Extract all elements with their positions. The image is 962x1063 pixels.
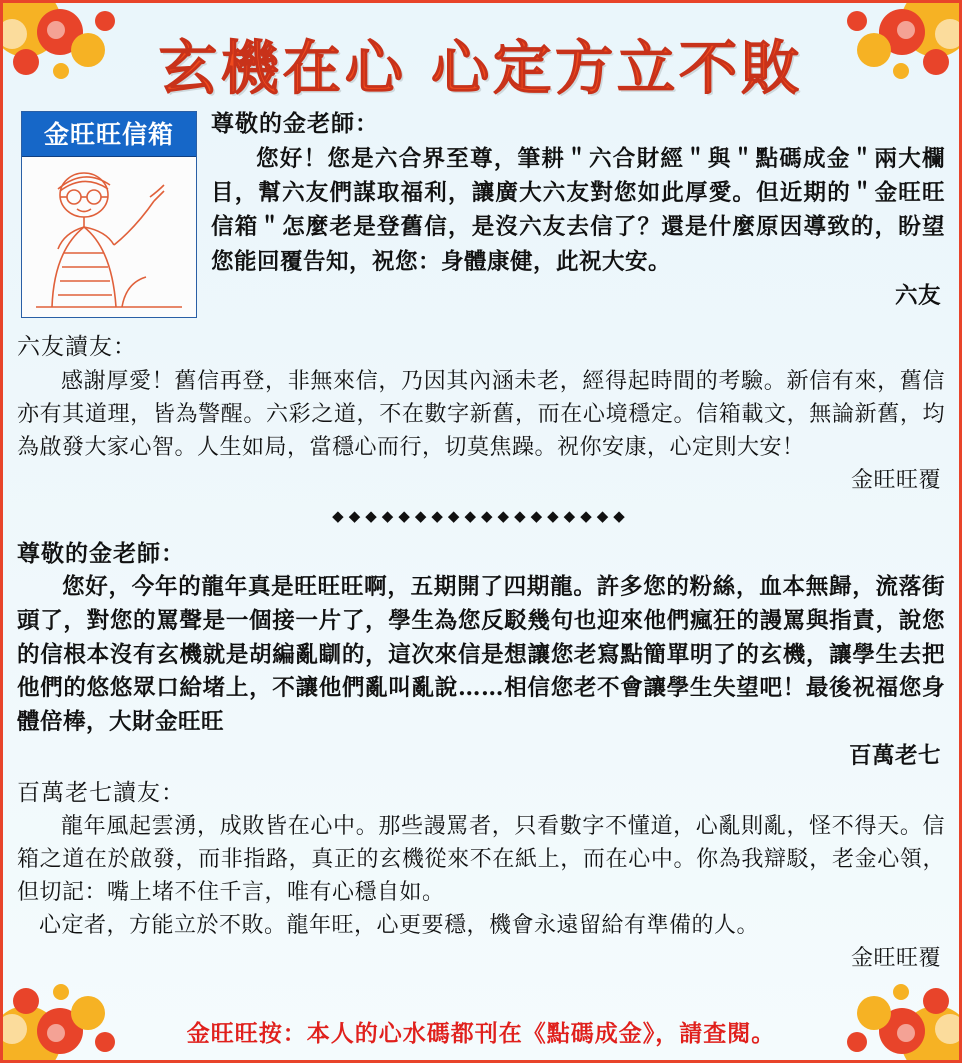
letter-2-signature: 金旺旺覆 [850, 467, 941, 493]
letter-1-salutation: 尊敬的金老師： [211, 110, 379, 137]
letter-1-signature: 六友 [894, 282, 941, 309]
letter-4-body-extra: 心定者，方能立於不敗。龍年旺，心更要穩，機會永遠留給有準備的人。 [39, 913, 760, 938]
footer-note: 金旺旺按：本人的心水碼都刊在《點碼成金》，請查閱。 [186, 1020, 776, 1047]
letter-2-body: 感謝厚愛！舊信再登，非無來信，乃因其內涵未老，經得起時間的考驗。新信有來，舊信亦有其道理，皆為警醒。六彩之道，不在數字新舊，而在心境穩定。信箱載文，無論新舊，均為啟發大家心智。人生如局，當穩心而行，切莫焦躁。祝你安康，心定則大安！ [17, 368, 945, 460]
letter-3-salutation: 尊敬的金老師： [17, 539, 185, 567]
letter-4-signature: 金旺旺覆 [850, 946, 941, 971]
section-divider: ◆◆◆◆◆◆◆◆◆◆◆◆◆◆◆◆◆◆ [332, 506, 630, 525]
letter-3-body: 您好，今年的龍年真是旺旺旺啊，五期開了四期龍。許多您的粉絲，血本無歸，流落街頭了，對您的罵聲是一個接一片了，學生為您反駁幾句也迎來他們瘋狂的謾罵與指責，說您的信根本沒有玄機就是胡編亂瞓的，這次來信是想讓您老寫點簡單明了的玄機，讓學生去把他們的悠悠眾口給堵上，不讓他們亂叫亂說……相信您老不會讓學生失望吧！最後祝福您身體倍棒，大財金旺旺 [17, 574, 945, 735]
letter-4-body: 龍年風起雲湧，成敗皆在心中。那些謾罵者，只看數字不懂道，心亂則亂，怪不得天。信箱之道在於啟發，而非指路，真正的玄機從來不在紙上，而在心中。你為我辯駁，老金心領，但切記：嘴上堵不住千言，唯有心穩自如。 [17, 814, 945, 905]
letter-4 [17, 776, 945, 976]
mailbox-badge-label: 金旺旺信箱 [22, 112, 196, 157]
article-content [17, 107, 945, 1052]
page-title: 玄機在心 心定方立不敗 [158, 34, 804, 102]
letter-2 [17, 330, 945, 497]
letter-3 [17, 537, 945, 774]
mailbox-portrait-card [21, 111, 197, 318]
letter-2-salutation: 六友讀友： [17, 334, 137, 360]
teacher-illustration [22, 157, 196, 317]
letter-1-body: 您好！您是六合界至尊，筆耕＂六合財經＂與＂點碼成金＂兩大欄目，幫六友們謀取福利，讓廣大六友對您如此厚愛。但近期的＂金旺旺信箱＂怎麼老是登舊信，是沒六友去信了？還是什麼原因導致的，盼望您能回覆告知，祝您：身體康健，此祝大安。 [211, 145, 945, 275]
letter-4-salutation: 百萬老七讀友： [17, 779, 185, 806]
letter-3-signature: 百萬老七 [848, 742, 941, 769]
